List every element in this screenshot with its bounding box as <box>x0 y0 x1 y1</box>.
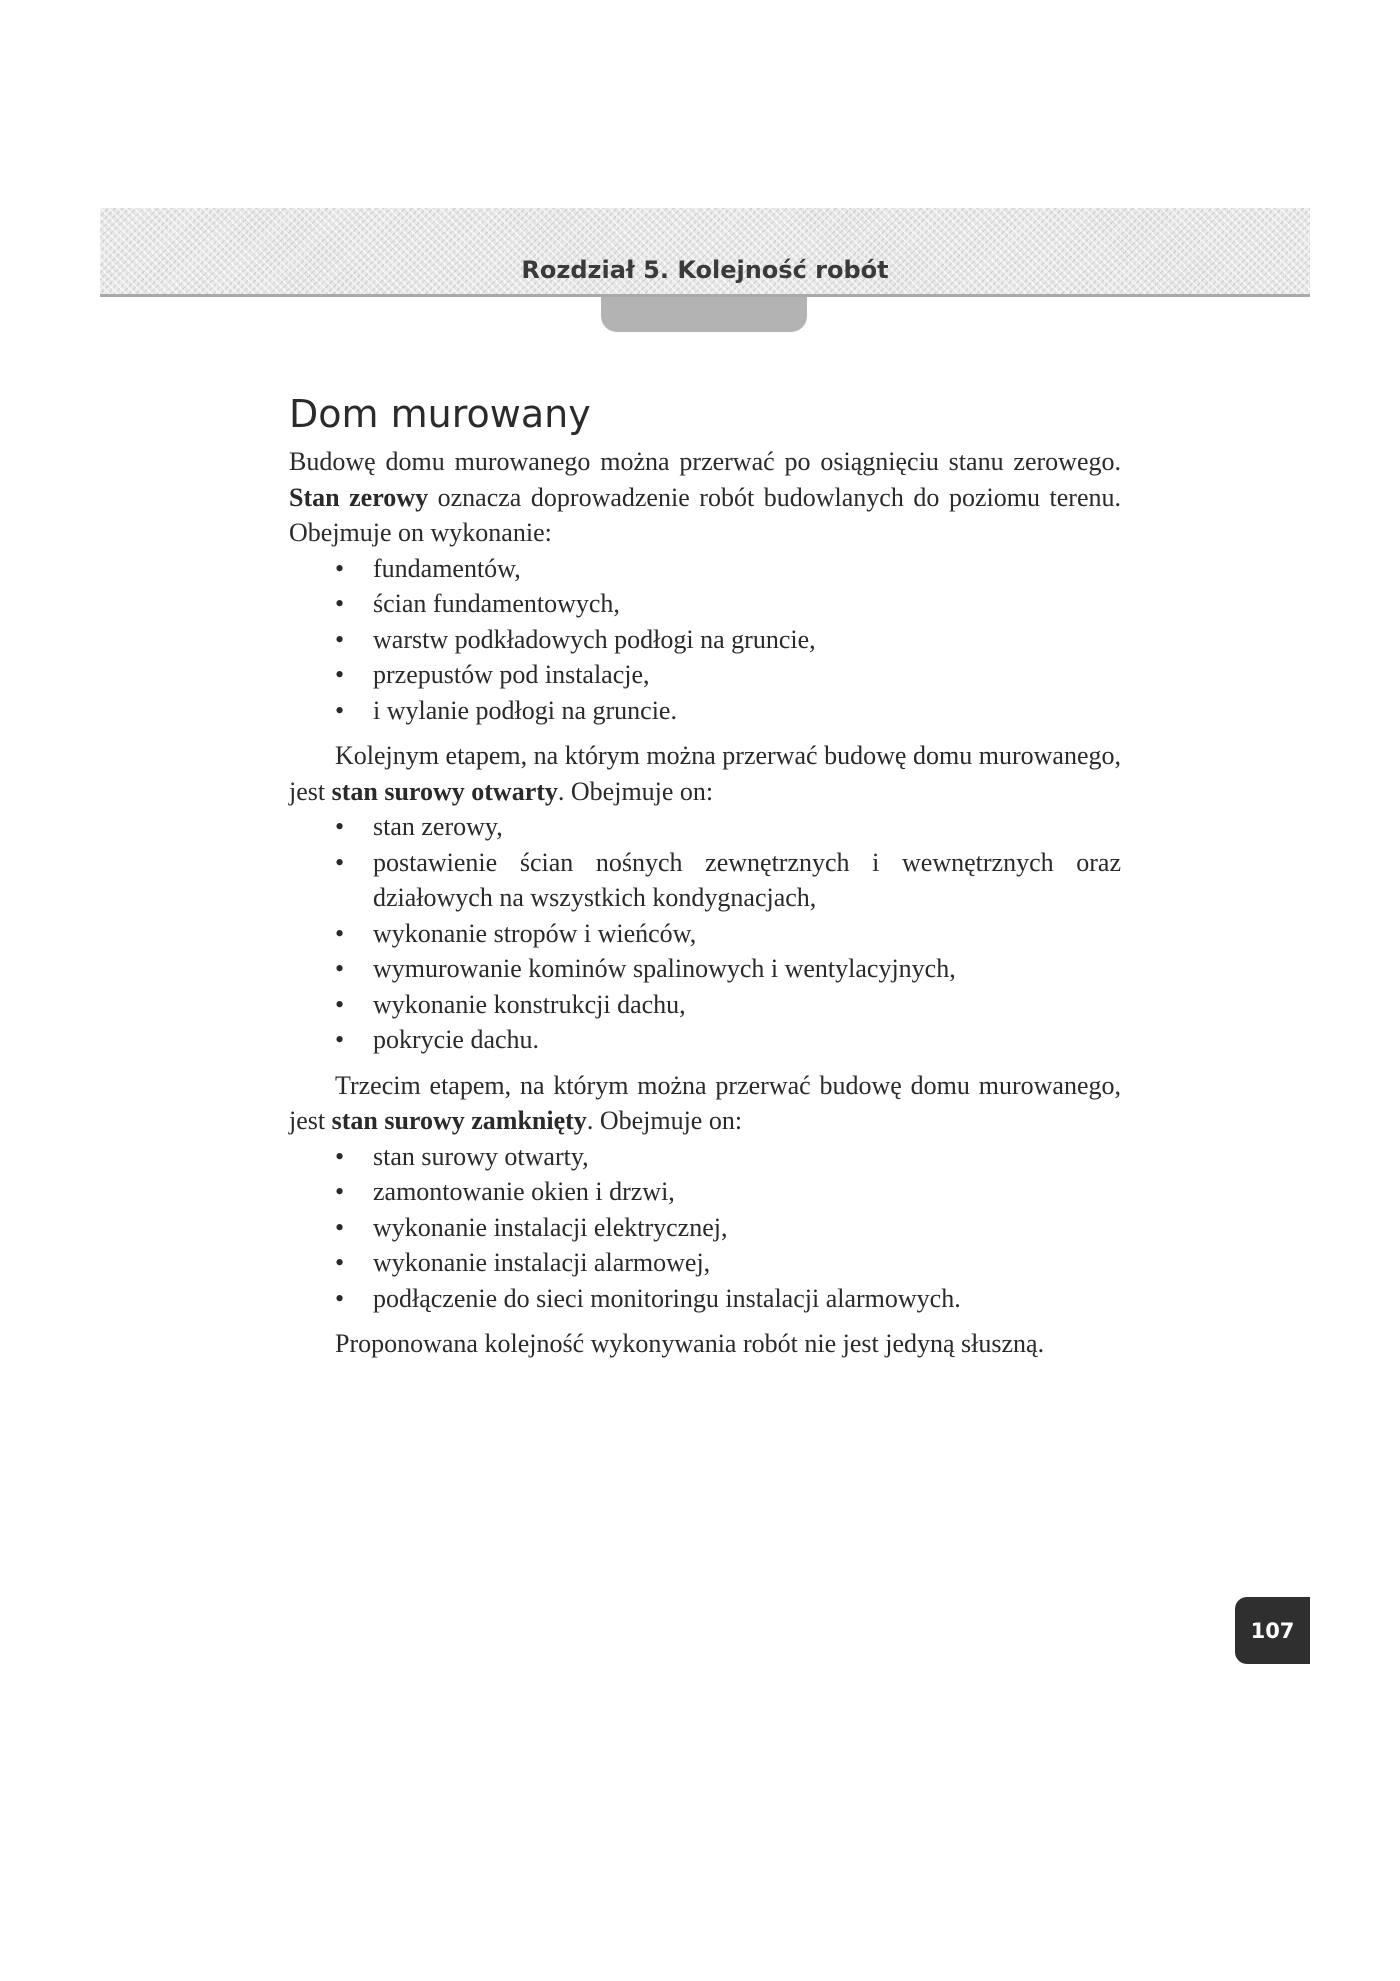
para2-term: stan surowy otwarty <box>331 776 558 806</box>
list-item: • pokrycie dachu. <box>373 1022 1121 1058</box>
list-item: • ścian fundamentowych, <box>373 586 1121 622</box>
list-item: • i wylanie podłogi na gruncie. <box>373 693 1121 729</box>
chapter-title: Rozdział 5. Kolejność robót <box>521 256 889 284</box>
intro-paragraph <box>289 444 1121 551</box>
list-item: • zamontowanie okien i drzwi, <box>373 1174 1121 1210</box>
page-number-badge: 107 <box>1235 1597 1310 1664</box>
list-item: • fundamentów, <box>373 551 1121 587</box>
list-item: • podłączenie do sieci monitoringu instalacji alarmowych. <box>373 1281 1121 1317</box>
closing-paragraph: Proponowana kolejność wykonywania robót nie jest jedyną słuszną. <box>335 1329 1045 1358</box>
list-item: • stan surowy otwarty, <box>373 1139 1121 1175</box>
intro-text-2: oznacza doprowadzenie robót budowlanych do poziomu terenu. Obejmuje on wykonanie: <box>289 482 1121 547</box>
list-item: • wykonanie instalacji elektrycznej, <box>373 1210 1121 1246</box>
para2-text-1: Kolejnym etapem, na którym można przerwać budowę domu murowanego, jest <box>289 741 1121 806</box>
stan-surowy-otwarty-paragraph <box>289 738 1121 809</box>
stan-surowy-zamkniety-list <box>289 1139 1121 1317</box>
list-item: • wymurowanie kominów spalinowych i wentylacyjnych, <box>373 951 1121 987</box>
chapter-header-tab <box>601 297 807 332</box>
stan-surowy-zamkniety-paragraph <box>289 1068 1121 1139</box>
stan-zerowy-list <box>289 551 1121 729</box>
intro-term: Stan zerowy <box>289 482 429 512</box>
list-item: • wykonanie stropów i wieńców, <box>373 916 1121 952</box>
para3-text-1: Trzecim etapem, na którym można przerwać budowę domu murowanego, jest <box>289 1070 1121 1135</box>
list-item: • wykonanie konstrukcji dachu, <box>373 987 1121 1023</box>
para3-text-2: . Obejmuje on: <box>586 1106 743 1135</box>
main-content <box>289 386 1121 1362</box>
list-item: • przepustów pod instalacje, <box>373 657 1121 693</box>
section-title: Dom murowany <box>289 392 591 436</box>
list-item: • stan zerowy, <box>373 809 1121 845</box>
para3-term: stan surowy zamknięty <box>331 1106 587 1135</box>
intro-text-1: Budowę domu murowanego można przerwać po osiągnięciu stanu zerowego. <box>289 447 1121 476</box>
list-item: • wykonanie instalacji alarmowej, <box>373 1245 1121 1281</box>
list-item: • warstw podkładowych podłogi na gruncie, <box>373 622 1121 658</box>
list-item: • postawienie ścian nośnych zewnętrznych i wewnętrznych oraz działowych na wszystkich kondygnacjach, <box>373 845 1121 916</box>
para2-text-2: . Obejmuje on: <box>557 776 714 806</box>
stan-surowy-otwarty-list <box>289 809 1121 1058</box>
